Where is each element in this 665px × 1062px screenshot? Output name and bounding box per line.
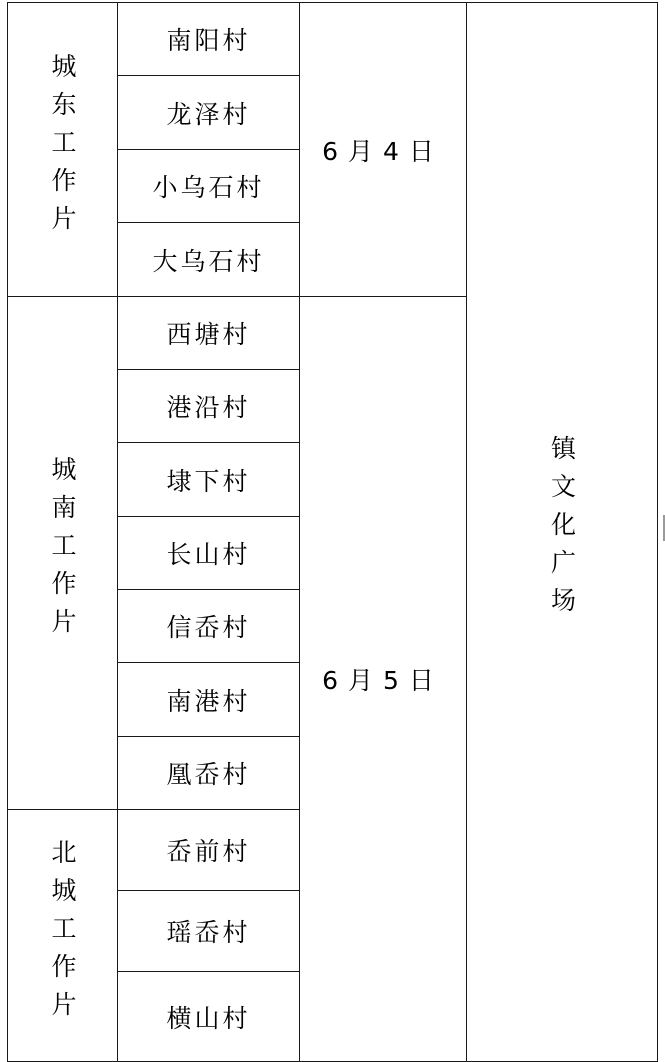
village-cell: 岙前村 <box>118 810 300 891</box>
village-cell: 凰岙村 <box>118 737 300 810</box>
date-text: 6月4日 <box>322 136 444 166</box>
date-cell-june5 <box>300 297 467 1062</box>
village-cell: 南阳村 <box>118 3 300 76</box>
area-name: 城东工作片 <box>48 52 77 243</box>
village-cell: 龙泽村 <box>118 76 300 150</box>
village-cell: 瑶岙村 <box>118 891 300 972</box>
location-cell <box>467 3 658 1062</box>
schedule-table-frame <box>7 2 657 1062</box>
village-cell: 南港村 <box>118 663 300 737</box>
area-cell-chengnan <box>8 297 118 810</box>
village-cell: 长山村 <box>118 517 300 590</box>
location-name: 镇文化广场 <box>547 435 577 625</box>
area-name: 北城工作片 <box>48 838 77 1029</box>
village-cell: 港沿村 <box>118 370 300 443</box>
village-cell: 信岙村 <box>118 590 300 663</box>
area-name: 城南工作片 <box>48 456 77 646</box>
date-text: 6月5日 <box>322 666 444 695</box>
schedule-table <box>7 2 658 1062</box>
area-cell-beicheng <box>8 810 118 1062</box>
date-cell-june4 <box>300 3 467 297</box>
village-cell: 横山村 <box>118 972 300 1062</box>
village-cell: 西塘村 <box>118 297 300 370</box>
village-cell: 大乌石村 <box>118 223 300 297</box>
village-cell: 小乌石村 <box>118 150 300 223</box>
area-cell-chengdong <box>8 3 118 297</box>
village-cell: 埭下村 <box>118 443 300 517</box>
table-row <box>8 3 658 76</box>
